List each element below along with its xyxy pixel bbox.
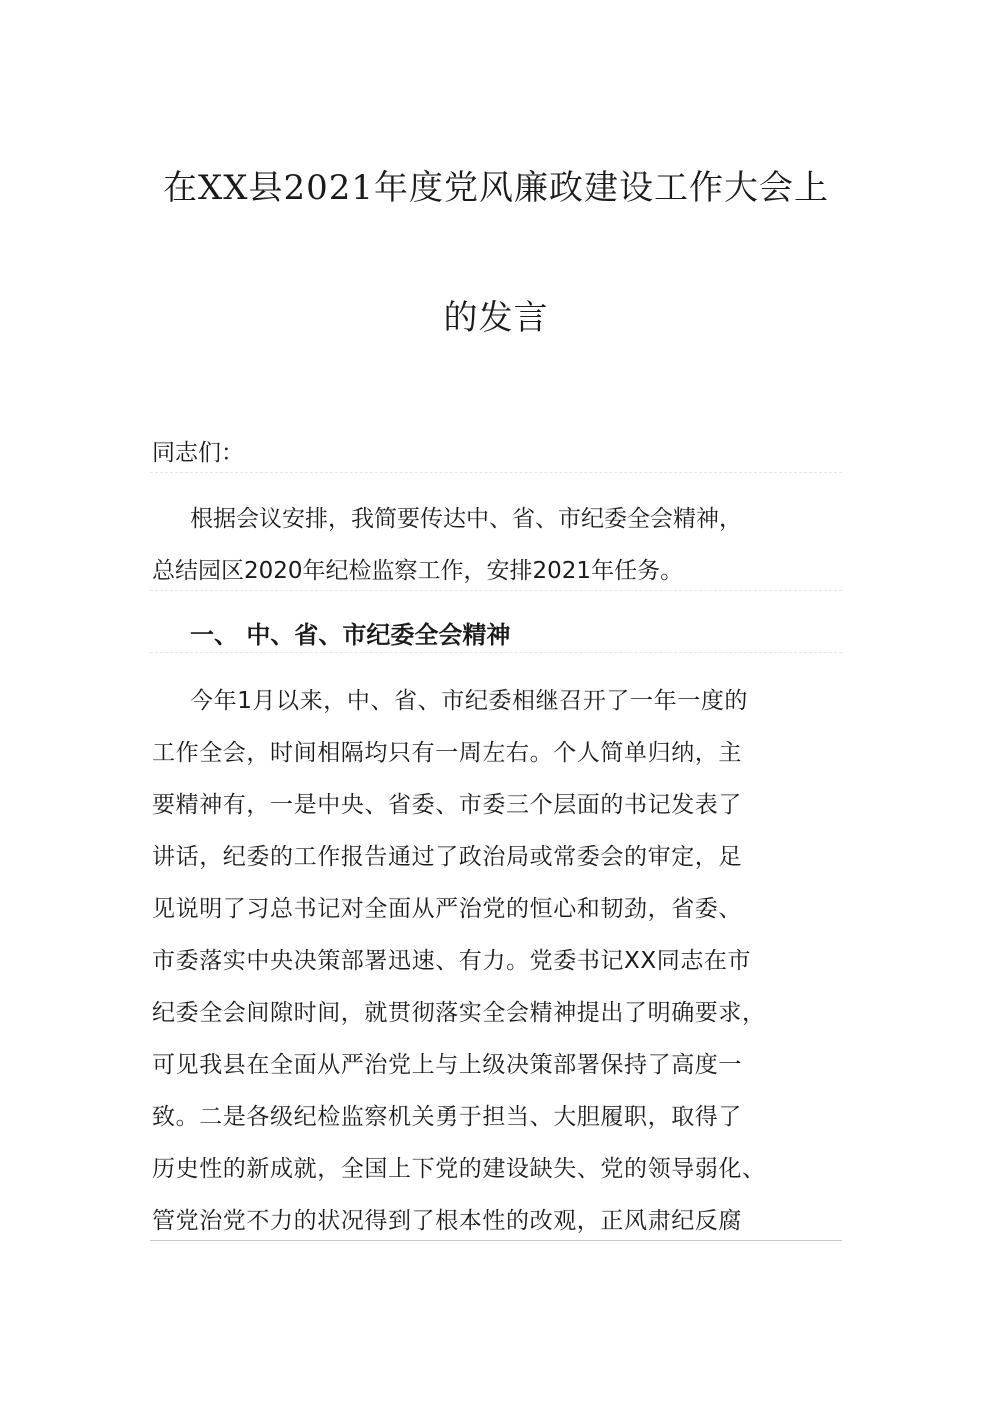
body-line: 要精神有，一是中央、省委、市委三个层面的书记发表了	[152, 792, 742, 818]
intro-line: 总结园区2020年纪检监察工作，安排2021年任务。	[152, 558, 684, 584]
bottom-rule	[150, 1240, 842, 1241]
section-heading: 一、 中、省、市纪委全会精神	[190, 621, 511, 649]
body-line: 讲话，纪委的工作报告通过了政治局或常委会的审定，足	[152, 844, 742, 870]
body-line: 今年1月以来，中、省、市纪委相继召开了一年一度的	[190, 688, 749, 714]
divider	[150, 652, 842, 653]
body-line: 工作全会，时间相隔均只有一周左右。个人简单归纳，主	[152, 740, 742, 766]
document-title-line-2: 的发言	[443, 298, 549, 338]
body-line: 见说明了习总书记对全面从严治党的恒心和韧劲，省委、	[152, 896, 742, 922]
body-line: 管党治党不力的状况得到了根本性的改观，正风肃纪反腐	[152, 1208, 742, 1234]
body-line: 历史性的新成就，全国上下党的建设缺失、党的领导弱化、	[152, 1156, 766, 1182]
body-line: 纪委全会间隙时间，就贯彻落实全会精神提出了明确要求，	[152, 1000, 766, 1026]
intro-line: 根据会议安排，我简要传达中、省、市纪委全会精神，	[190, 506, 742, 532]
divider	[150, 590, 842, 591]
divider	[150, 472, 842, 473]
body-line: 可见我县在全面从严治党上与上级决策部署保持了高度一	[152, 1052, 742, 1078]
document-title-line-1: 在XX县2021年度党风廉政建设工作大会上	[163, 168, 829, 208]
salutation: 同志们：	[152, 440, 244, 466]
body-line: 致。二是各级纪检监察机关勇于担当、大胆履职，取得了	[152, 1104, 742, 1130]
body-line: 市委落实中央决策部署迅速、有力。党委书记XX同志在市	[152, 948, 752, 974]
